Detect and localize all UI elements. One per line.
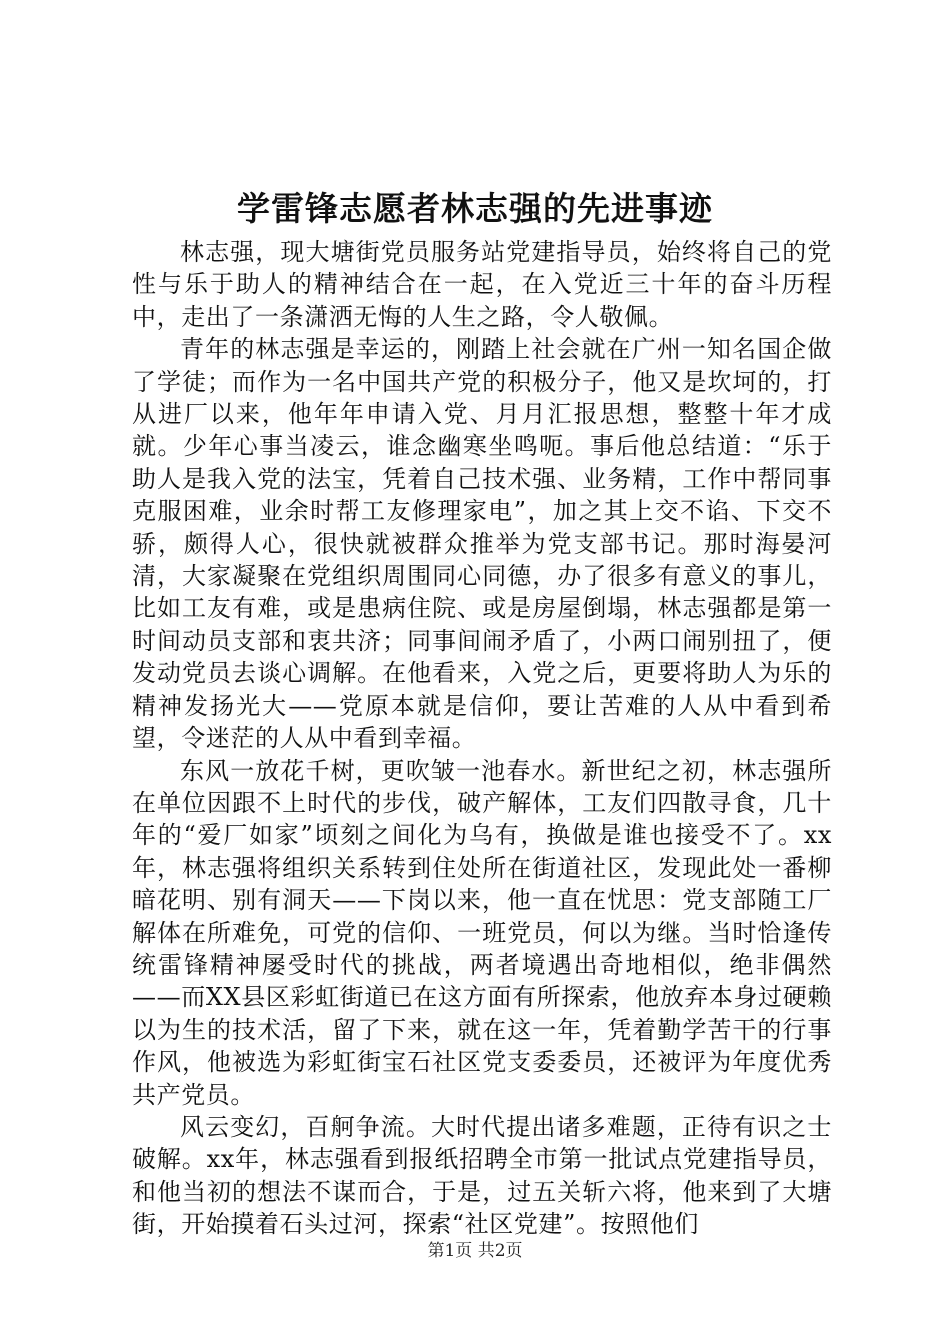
paragraph-3: 东风一放花千树，更吹皱一池春水。新世纪之初，林志强所在单位因跟不上时代的步伐，破产解体，工友们四散寻食，几十年的“爱厂如家”顷刻之间化为乌有，换做是谁也接受不了。xx年，林志强将组织关系转到住处所在街道社区，发现此处一番柳暗花明、别有洞天——下岗以来，他一直在忧思：党支部随工厂解体在所难免，可党的信仰、一班党员，何以为继。当时恰逢传统雷锋精神屡受时代的挑战，两者境遇出奇地相似，绝非偶然——而XX县区彩虹街道已在这方面有所探索，他放弃本身过硬赖以为生的技术活，留了下来，就在这一年，凭着勤学苦干的行事作风，他被选为彩虹街宝石社区党支委委员，还被评为年度优秀共产党员。 [132, 756, 832, 1109]
document-body [132, 236, 832, 1241]
page-number-footer: 第1页 共2页 [427, 1241, 523, 1261]
paragraph-2: 青年的林志强是幸运的，刚踏上社会就在广州一知名国企做了学徒；而作为一名中国共产党的积极分子，他又是坎坷的，打从进厂以来，他年年申请入党、月月汇报思想，整整十年才成就。少年心事当凌云，谁念幽寒坐鸣呃。事后他总结道：“乐于助人是我入党的法宝，凭着自己技术强、业务精，工作中帮同事克服困难，业余时帮工友修理家电”，加之其上交不谄、下交不骄，颇得人心，很快就被群众推举为党支部书记。那时海晏河清，大家凝聚在党组织周围同心同德，办了很多有意义的事儿，比如工友有难，或是患病住院、或是房屋倒塌，林志强都是第一时间动员支部和衷共济；同事间闹矛盾了，小两口闹别扭了，便发动党员去谈心调解。在他看来，入党之后，更要将助人为乐的精神发扬光大——党原本就是信仰，要让苦难的人从中看到希望，令迷茫的人从中看到幸福。 [132, 335, 832, 753]
paragraph-4: 风云变幻，百舸争流。大时代提出诸多难题，正待有识之士破解。xx年，林志强看到报纸招聘全市第一批试点党建指导员，和他当初的想法不谋而合，于是，过五关斩六将，他来到了大塘街，开始摸着石头过河，探索“社区党建”。按照他们 [132, 1112, 832, 1239]
paragraph-1: 林志强，现大塘街党员服务站党建指导员，始终将自己的党性与乐于助人的精神结合在一起，在入党近三十年的奋斗历程中，走出了一条潇洒无悔的人生之路，令人敬佩。 [132, 238, 832, 331]
document-title: 学雷锋志愿者林志强的先进事迹 [237, 189, 713, 228]
